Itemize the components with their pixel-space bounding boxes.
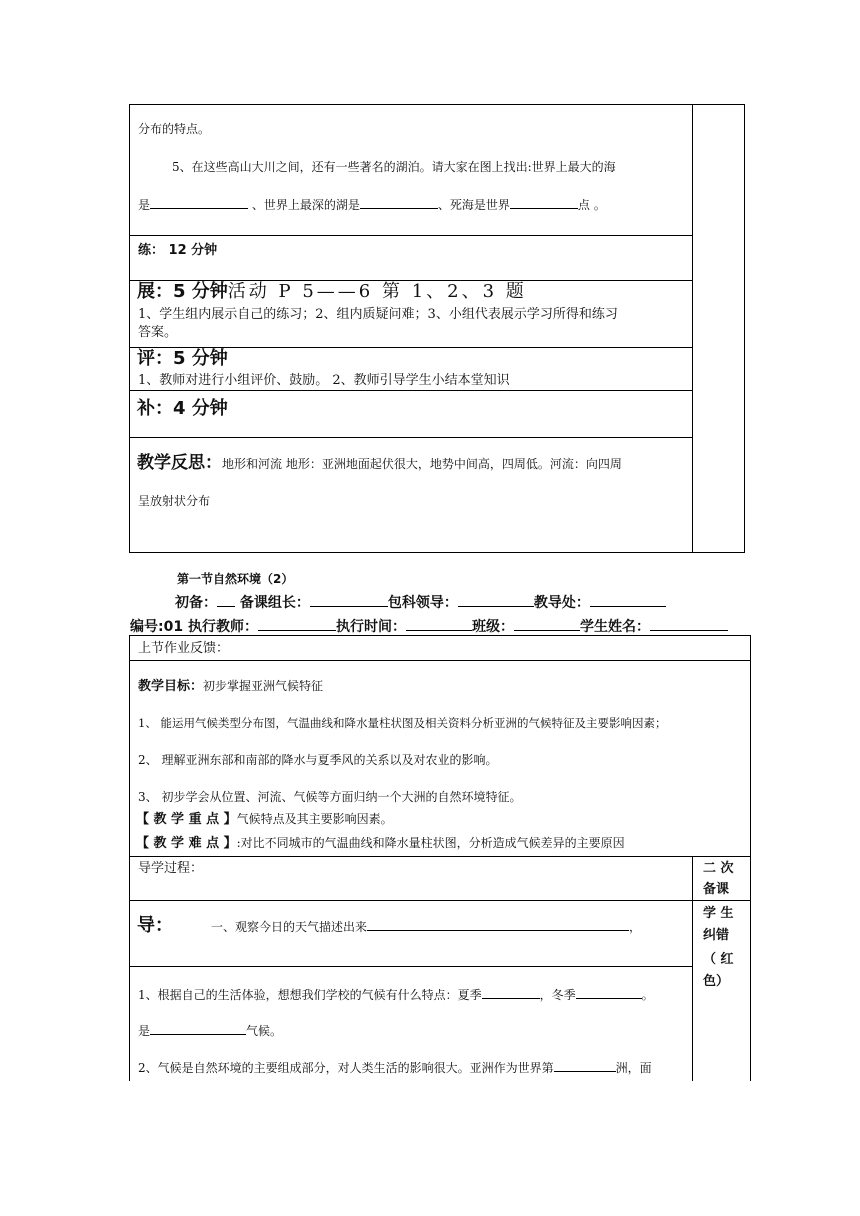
upper-row-line xyxy=(129,437,693,438)
q1-part-a: 1、根据自己的生活体验，想想我们学校的气候有什么特点：夏季 xyxy=(138,988,482,1002)
key-point-line xyxy=(136,811,393,828)
goal-label: 教学目标： xyxy=(138,679,204,694)
time-blank[interactable] xyxy=(406,618,472,631)
class-blank[interactable] xyxy=(514,618,580,631)
time-label: 执行时间： xyxy=(335,619,406,635)
process-label: 导学过程： xyxy=(138,861,204,876)
teacher-label: 编号:01 执行教师： xyxy=(130,619,258,635)
climate-type-blank[interactable] xyxy=(150,1022,246,1035)
question-2-line xyxy=(138,1059,652,1076)
question-5-blanks xyxy=(138,196,606,213)
reflection-body-2: 呈放射状分布 xyxy=(138,494,211,508)
blank-deepest-lake[interactable] xyxy=(360,196,438,209)
lower-row-line xyxy=(129,856,751,857)
academic-office-blank[interactable] xyxy=(590,594,666,607)
side-note-4: 纠错 xyxy=(703,928,730,943)
difficulty-label: 【 教 学 难 点 】 xyxy=(136,836,237,851)
side-note-3: 学 生 xyxy=(703,906,734,921)
student-name-blank[interactable] xyxy=(650,618,728,631)
side-note-2: 备课 xyxy=(703,882,730,897)
lower-row-line xyxy=(129,966,693,967)
q5-part-a: 是 xyxy=(138,198,151,212)
header-row-2 xyxy=(130,618,728,636)
upper-table-bottom xyxy=(129,552,745,553)
show-head: 展：5 分钟 xyxy=(137,281,228,302)
reflection-line-1 xyxy=(137,452,622,474)
blank-dead-sea[interactable] xyxy=(510,196,578,209)
lower-table-right xyxy=(750,635,751,1081)
goal-1: 1、 能运用气候类型分布图，气温曲线和降水量柱状图及相关资料分析亚洲的气候特征及主要影响因素； xyxy=(138,716,667,730)
q2-part-b: 洲，面 xyxy=(615,1061,652,1075)
group-leader-blank[interactable] xyxy=(310,594,388,607)
q5-part-b: 、世界上最深的湖是 xyxy=(251,198,360,212)
prep-label: 初备： xyxy=(175,595,217,611)
upper-row-line xyxy=(129,235,693,236)
weather-blank[interactable] xyxy=(367,918,629,931)
subject-leader-label: 包科领导： xyxy=(387,595,458,611)
upper-line1: 分布的特点。 xyxy=(138,122,211,136)
class-label: 班级： xyxy=(471,619,514,635)
q1-part-d: 是 xyxy=(138,1024,151,1038)
prep-blank[interactable] xyxy=(217,594,235,607)
difficulty-text: :对比不同城市的气温曲线和降水量柱状图，分析造成气候差异的主要原因 xyxy=(236,836,625,850)
feedback-label: 上节作业反馈： xyxy=(138,641,230,656)
upper-table-divider xyxy=(692,104,693,553)
reflection-body-1: 地形和河流 地形：亚洲地面起伏很大，地势中间高，四周低。河流：向四周 xyxy=(222,457,622,471)
eval-head: 评：5 分钟 xyxy=(137,348,228,369)
show-heading xyxy=(137,281,527,303)
group-leader-label: 备课组长： xyxy=(239,595,310,611)
continent-rank-blank[interactable] xyxy=(554,1059,616,1072)
question-1-line-2 xyxy=(138,1022,282,1039)
teacher-blank[interactable] xyxy=(258,618,336,631)
guide-line xyxy=(137,915,641,937)
header-row-1 xyxy=(175,594,666,612)
goal-3: 3、 初步学会从位置、河流、气候等方面归纳一个大洲的自然环境特征。 xyxy=(138,790,522,804)
show-body-2: 答案。 xyxy=(138,325,178,340)
supplement-head: 补：4 分钟 xyxy=(137,398,228,419)
academic-office-label: 教导处： xyxy=(533,595,590,611)
key-point-text: 气候特点及其主要影响因素。 xyxy=(236,812,393,826)
subject-leader-blank[interactable] xyxy=(458,594,534,607)
q2-text: 2、气候是自然环境的主要组成部分，对人类生活的影响很大。亚洲作为世界第 xyxy=(138,1061,554,1075)
lower-table-left xyxy=(129,635,130,1081)
lower-row-line xyxy=(129,660,751,661)
upper-table-top xyxy=(129,104,745,105)
practice-label: 练： 12 分钟 xyxy=(138,243,218,258)
side-note-6: 色） xyxy=(703,974,730,989)
guide-end: ， xyxy=(629,920,642,934)
blank-largest-sea[interactable] xyxy=(150,196,248,209)
reflection-head: 教学反思： xyxy=(137,453,222,473)
q5-part-d: 点 。 xyxy=(577,198,606,212)
section-title: 第一节自然环境（2） xyxy=(177,572,294,586)
q1-part-e: 气候。 xyxy=(246,1024,283,1038)
upper-table-right xyxy=(744,104,745,553)
q5-part-c: 、死海是世界 xyxy=(437,198,510,212)
lower-row-line xyxy=(129,900,751,901)
lower-side-divider xyxy=(692,856,693,1081)
side-note-5: （ 红 xyxy=(703,952,734,967)
guide-text: 一、观察今日的天气描述出来 xyxy=(211,920,368,934)
upper-table-left xyxy=(129,104,130,553)
q1-part-b: ，冬季 xyxy=(539,988,576,1002)
eval-body: 1、教师对进行小组评价、鼓励。 2、教师引导学生小结本堂知识 xyxy=(138,373,510,388)
question-5-intro: 5、在这些高山大川之间，还有一些著名的湖泊。请大家在图上找出:世界上最大的海 xyxy=(172,160,616,174)
guide-head: 导： xyxy=(137,915,173,936)
summer-blank[interactable] xyxy=(482,986,540,999)
goal-line xyxy=(138,678,323,695)
side-note-1: 二 次 xyxy=(703,861,734,876)
key-point-label: 【 教 学 重 点 】 xyxy=(136,812,237,827)
goal-2: 2、 理解亚洲东部和南部的降水与夏季风的关系以及对农业的影响。 xyxy=(138,753,498,767)
difficulty-line xyxy=(136,835,625,852)
question-1-line xyxy=(138,986,654,1003)
show-activity: 活动 P 5——6 第 1、2、3 题 xyxy=(227,281,527,302)
show-body-1: 1、学生组内展示自己的练习；2、组内质疑问难；3、小组代表展示学习所得和练习 xyxy=(138,307,618,322)
winter-blank[interactable] xyxy=(576,986,642,999)
lower-table-top xyxy=(129,635,751,636)
student-name-label: 学生姓名： xyxy=(579,619,650,635)
q1-part-c: 。 xyxy=(641,988,654,1002)
upper-row-line xyxy=(129,390,693,391)
goal-text: 初步掌握亚洲气候特征 xyxy=(203,679,324,693)
